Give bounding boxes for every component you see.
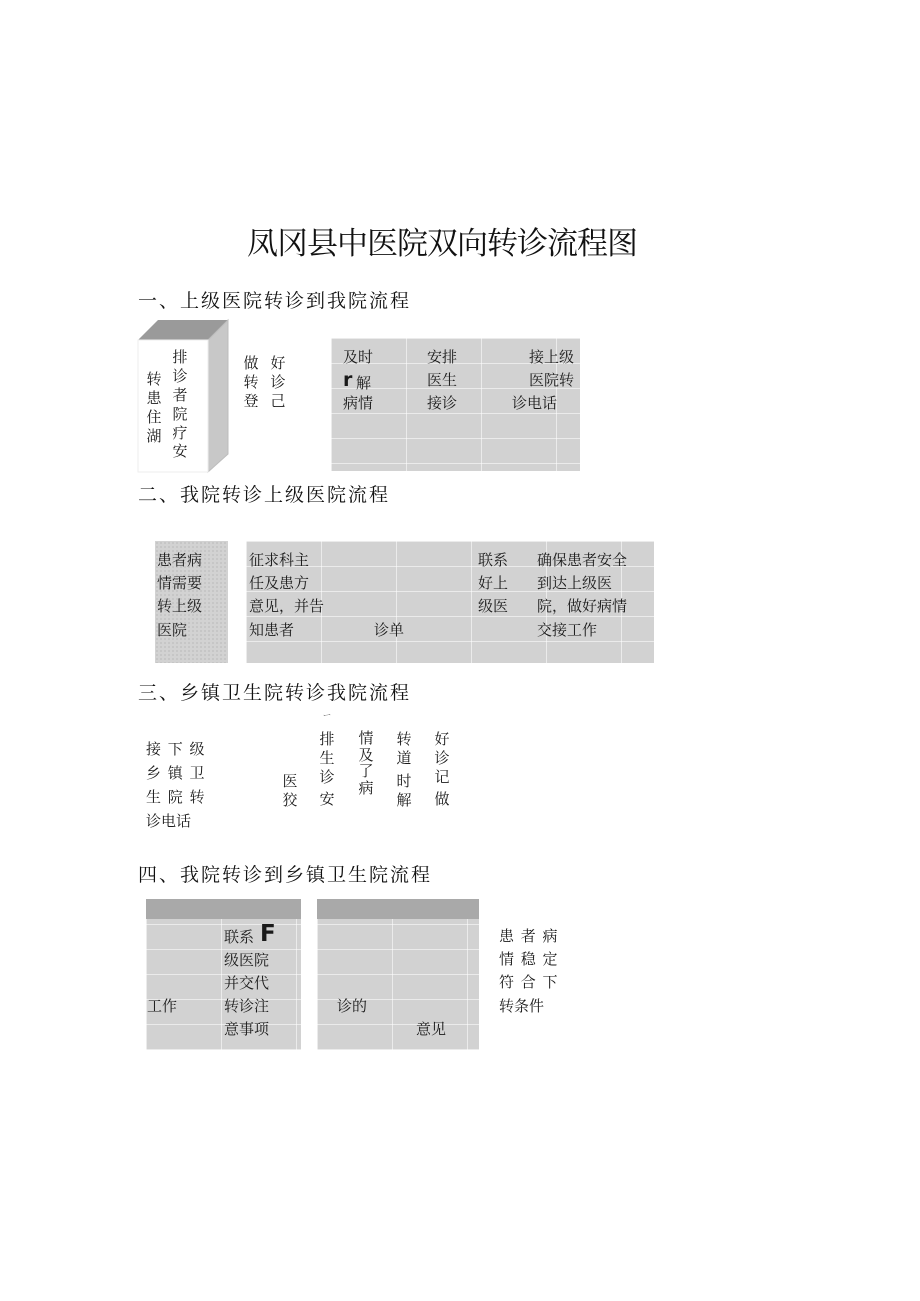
page-title: 凤冈县中医院双向转诊流程图 xyxy=(247,226,637,262)
section-2-e-line: 交接工作 xyxy=(537,621,598,639)
section-2-left-line: 转上级 xyxy=(157,597,203,615)
section-3-col2-mark: ㄧ xyxy=(322,711,332,722)
section-1-text: 接诊 xyxy=(427,394,458,412)
section-3-col1: 医狡 xyxy=(282,772,298,809)
section-4-right-line: 转条件 xyxy=(499,997,545,1015)
section-3-left-line: 生 院 转 xyxy=(146,788,206,806)
section-1-box-col2-end: 安 xyxy=(172,442,188,460)
section-4-b-line: 级医院 xyxy=(224,951,270,969)
section-4-b-line: 转诊注 xyxy=(224,997,270,1015)
section-4-right-line: 情 稳 定 xyxy=(499,950,559,968)
section-4-d-line: 意见 xyxy=(416,1020,447,1038)
section-1-text: 医生 xyxy=(427,371,458,389)
section-3-col2: 排生诊 xyxy=(319,730,335,786)
section-1-text: r xyxy=(343,369,353,391)
section-4-right-line: 符 合 下 xyxy=(499,973,559,991)
section-2-left-line: 患者病 xyxy=(157,551,203,569)
section-1-mid-col1: 做转登 xyxy=(243,354,259,410)
section-1-box-col2: 排诊者院疗 xyxy=(172,348,188,442)
section-4-heading: 四、我院转诊到乡镇卫生院流程 xyxy=(138,864,433,886)
section-2-left-line: 情需要 xyxy=(157,574,203,592)
section-1-box-col1: 转患住湖 xyxy=(146,370,162,445)
section-3-col5: 好诊记 xyxy=(434,730,450,786)
section-4-b-mark: F xyxy=(260,921,276,947)
section-1-text: 解 xyxy=(356,374,372,392)
section-2-b-line: 征求科主 xyxy=(249,551,310,569)
section-1-text: 医院转 xyxy=(529,371,575,389)
section-1-text: 接上级 xyxy=(529,348,575,366)
section-2-d-line: 好上 xyxy=(478,574,509,592)
section-1-text: 诊电话 xyxy=(512,394,558,412)
section-1-text: 及时 xyxy=(343,348,374,366)
section-2-e-line: 确保患者安全 xyxy=(537,551,628,569)
section-4-c-line: 诊的 xyxy=(337,997,368,1015)
section-3-heading: 三、乡镇卫生院转诊我院流程 xyxy=(138,682,412,704)
section-2-e-line: 到达上级医 xyxy=(537,574,613,592)
section-2-c-line: 诊单 xyxy=(374,621,405,639)
section-4-b-line: 意事项 xyxy=(224,1020,270,1038)
section-3-col5-end: 做 xyxy=(434,790,450,808)
section-3-col4-end: 时解 xyxy=(396,772,412,809)
section-2-d-line: 级医 xyxy=(478,597,509,615)
section-4-mid-box xyxy=(317,899,479,1050)
section-4-b-line: 并交代 xyxy=(224,974,270,992)
section-4-a-line: 工作 xyxy=(147,997,178,1015)
section-3-left-line: 乡 镇 卫 xyxy=(146,764,206,782)
section-4-mid-box-header xyxy=(317,899,479,919)
section-3-left-line: 接 下 级 xyxy=(146,740,206,758)
section-3-col4: 转道 xyxy=(396,730,412,767)
section-2-left-line: 医院 xyxy=(157,621,188,639)
section-3-col2-end: 安 xyxy=(319,790,335,808)
section-2-b-line: 知患者 xyxy=(249,621,295,639)
section-3-left-line: 诊电话 xyxy=(146,812,192,830)
section-4-left-box-header xyxy=(146,899,301,919)
section-1-text: 安排 xyxy=(427,348,458,366)
section-2-e-line: 院，做好病情 xyxy=(537,597,628,615)
section-1-heading: 一、上级医院转诊到我院流程 xyxy=(138,290,412,312)
section-4-right-line: 患 者 病 xyxy=(499,927,559,945)
section-1-text: 病情 xyxy=(343,394,374,412)
section-4-b-line: 联系 xyxy=(224,928,255,946)
section-2-b-line: 意见，并告 xyxy=(249,597,325,615)
section-1-mid-col2: 好诊己 xyxy=(270,354,286,410)
section-2-heading: 二、我院转诊上级医院流程 xyxy=(138,484,391,506)
section-2-b-line: 任及患方 xyxy=(249,574,310,592)
section-2-d-line: 联系 xyxy=(478,551,509,569)
section-3-col3: 情及了病 xyxy=(358,729,374,797)
